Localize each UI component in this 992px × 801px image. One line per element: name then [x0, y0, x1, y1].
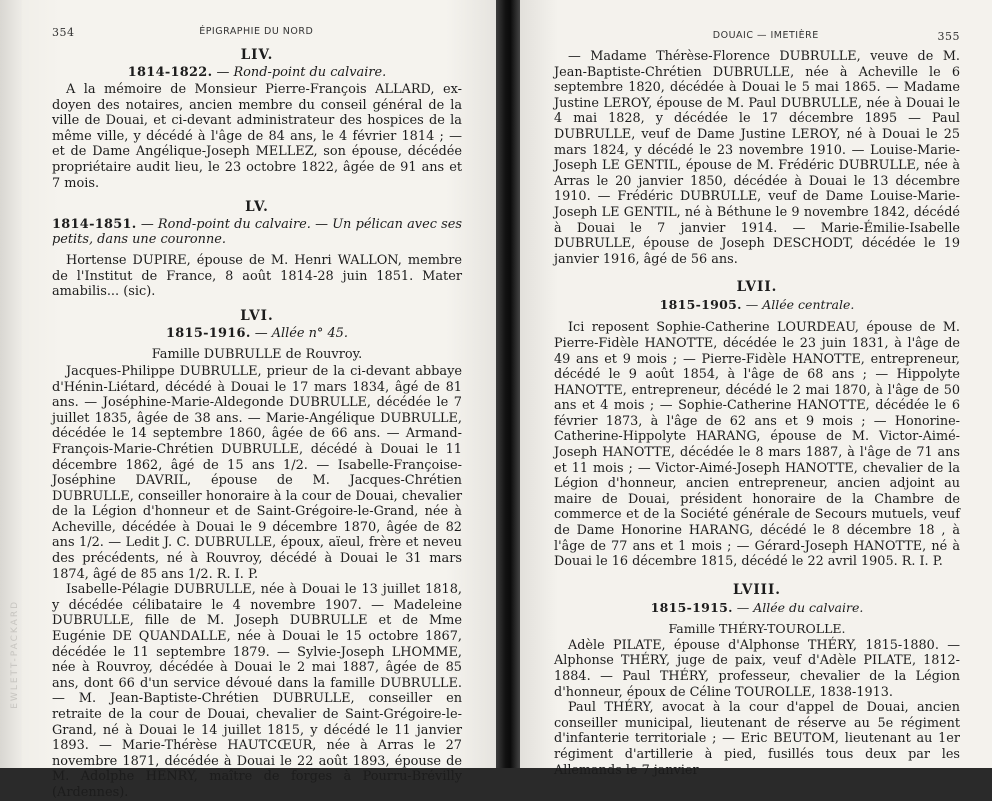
- entry-liv: [52, 47, 462, 191]
- entry-text: Isabelle-Pélagie DUBRULLE, née à Douai le 13 juillet 1818, y décédée célibataire le 4 novembre 1907. — Madeleine DUBRULLE, fille de M. Joseph DUBRULLE et de Mme Eugénie DE QUANDALLE, née à Douai le 15 octobre 1867, décédée le 11 septembre 1879. — Sylvie-Joseph LHOMME, née à Rouvroy, décédée à Douai le 2 mai 1887, âgée de 85 ans, dont 66 d'un service dévoué dans la famille DUBRULLE. — M. Jean-Baptiste-Chrétien DUBRULLE, conseiller en retraite de la cour de Douai, chevalier de Saint-Grégoire-le-Grand, né à Douai le 14 juillet 1815, y décédé le 11 janvier 1893. — Marie-Thérèse HAUTCŒUR, née à Arras le 27 novembre 1871, décédée à Douai le 22 août 1893, épouse de M. Adolphe HENRY, maître de forges à Pourru-Brévilly (Ardennes).: [52, 582, 462, 800]
- entry-text: Jacques-Philippe DUBRULLE, prieur de la ci-devant abbaye d'Hénin-Liétard, décédé à Douai le 17 mars 1834, âgé de 81 ans. — Joséphine-Marie-Aldegonde DUBRULLE, décédée le 7 juillet 1835, âgée de 38 ans. — Marie-Angélique DUBRULLE, décédée le 14 septembre 1860, âgée de 66 ans. — Armand-François-Marie-Chrétien DUBRULLE, décédé à Douai le 11 décembre 1862, âgé de 15 ans 1/2. — Isabelle-Françoise-Joséphine DAVRIL, épouse de M. Jacques-Chrétien DUBRULLE, conseiller honoraire à la cour de Douai, chevalier de la Légion d'honneur et de Saint-Grégoire-le-Grand, née à Acheville, décédée à Douai le 9 décembre 1870, âgée de 82 ans 1/2. — Ledit J. C. DUBRULLE, époux, aïeul, frère et neveu des précédents, né à Rouvroy, décédé à Douai le 31 mars 1874, âgé de 85 ans 1/2. R. I. P.: [52, 363, 462, 582]
- running-head-title: ÉPIGRAPHIE DU NORD: [199, 26, 314, 37]
- entry-dates: 1814-1851.: [52, 217, 137, 233]
- entry-location: — Rond-point du calvaire. — Un pélican avec ses petits, dans une couronne.: [52, 217, 462, 248]
- entry-heading: [554, 297, 960, 312]
- running-header: [52, 26, 462, 39]
- entry-heading: [52, 326, 462, 341]
- entry-lv: [52, 199, 462, 300]
- running-header: [554, 30, 960, 43]
- entry-heading: [52, 65, 462, 80]
- watermark: EWLETT-PACKARD: [10, 600, 20, 709]
- entry-location: — Allée n° 45.: [254, 325, 348, 341]
- entry-number: LVII.: [736, 279, 778, 296]
- entry-lviii: [554, 582, 960, 778]
- page-number: 354: [52, 26, 75, 39]
- right-page: [520, 0, 992, 778]
- family-name: Famille DUBRULLE de Rouvroy.: [151, 346, 363, 362]
- entry-text: Ici reposent Sophie-Catherine LOURDEAU, épouse de M. Pierre-Fidèle HANOTTE, décédée le 23 juin 1831, à l'âge de 49 ans et 9 mois ; — Pierre-Fidèle HANOTTE, entrepreneur, décédé le 9 août 1854, à l'âge de 68 ans ; — Hippolyte HANOTTE, entrepreneur, décédé le 2 mai 1870, à l'âge de 50 ans et 4 mois ; — Sophie-Catherine HANOTTE, décédée le 6 février 1873, à l'âge de 62 ans et 9 mois ; — Honorine-Catherine-Hippolyte HARANG, épouse de M. Victor-Aimé-Joseph HANOTTE, décédée le 8 mars 1887, à l'âge de 71 ans et 11 mois ; — Victor-Aimé-Joseph HANOTTE, chevalier de la Légion d'honneur, ancien entrepreneur, ancien adjoint au maire de Douai, président honoraire de la Chambre de commerce et de la Société générale de Secours mutuels, veuf de Dame Honorine HARANG, décédé le 8 décembre 18 , à l'âge de 77 ans et 1 mois ; — Gérard-Joseph HANOTTE, né à Douai le 16 décembre 1815, décédé le 22 avril 1905. R. I. P.: [554, 320, 960, 570]
- entry-dates: 1815-1905.: [659, 297, 742, 313]
- entry-heading: [554, 600, 960, 615]
- entry-location: — Rond-point du calvaire.: [216, 65, 387, 80]
- continuation-text: — Madame Thérèse-Florence DUBRULLE, veuve de M. Jean-Baptiste-Chrétien DUBRULLE, née à Acheville le 6 septembre 1820, décédée à Douai le 5 mai 1865. — Madame Justine LEROY, épouse de M. Paul DUBRULLE, née à Douai le 4 mai 1828, y décédée le 17 décembre 1895 — Paul DUBRULLE, veuf de Dame Justine LEROY, né à Douai le 25 mars 1824, y décédé le 23 novembre 1910. — Louise-Marie-Joseph LE GENTIL, épouse de M. Frédéric DUBRULLE, née à Arras le 20 janvier 1850, décédée à Douai le 13 décembre 1910. — Frédéric DUBRULLE, veuf de Dame Louise-Marie-Joseph LE GENTIL, né à Béthune le 9 novembre 1842, décédé à Douai le 7 janvier 1914. — Marie-Émilie-Isabelle DUBRULLE, épouse de Joseph DESCHODT, décédée le 19 janvier 1916, âgé de 56 ans.: [554, 49, 960, 267]
- entry-dates: 1815-1916.: [166, 325, 251, 341]
- page-number: 355: [937, 30, 960, 43]
- entry-lvi: [52, 308, 462, 801]
- entry-heading: [52, 217, 462, 247]
- entry-text: Paul THÉRY, avocat à la cour d'appel de Douai, ancien conseiller municipal, lieutenant de réserve au 5e régiment d'infanterie territoriale ; — Eric BEUTOM, lieutenant au 1er régiment d'artillerie à pied, fusillés tous deux par les Allemands le 7 janvier: [554, 700, 960, 778]
- entry-number: LIV.: [240, 47, 274, 63]
- entry-number: LVIII.: [732, 581, 781, 598]
- entry-dates: 1814-1822.: [127, 65, 213, 80]
- entry-text: Hortense DUPIRE, épouse de M. Henri WALLON, membre de l'Institut de France, 8 août 1814-28 juin 1851. Mater amabilis... (sic).: [52, 253, 462, 300]
- entry-text: A la mémoire de Monsieur Pierre-François ALLARD, ex-doyen des notaires, ancien membre du conseil général de la ville de Douai, et ci-devant administrateur des hospices de la même ville, y décédé à l'âge de 84 ans, le 4 février 1814 ; — et de Dame Angélique-Joseph MELLEZ, son épouse, décédée propriétaire audit lieu, le 23 octobre 1822, âgée de 91 ans et 7 mois.: [52, 82, 462, 191]
- entry-number: LVI.: [240, 307, 274, 324]
- entry-location: — Allée du calvaire.: [736, 599, 864, 615]
- entry-lvii: [554, 279, 960, 570]
- book-gutter: [496, 0, 520, 768]
- entry-location: — Allée centrale.: [745, 297, 855, 313]
- left-page: [0, 0, 496, 800]
- family-name: Famille THÉRY-TOUROLLE.: [668, 620, 846, 636]
- running-head-title: DOUAIC — IMETIÈRE: [712, 30, 819, 41]
- entry-text: Adèle PILATE, épouse d'Alphonse THÉRY, 1815-1880. — Alphonse THÉRY, juge de paix, veuf d'Adèle PILATE, 1812-1884. — Paul THÉRY, professeur, chevalier de la Légion d'honneur, époux de Céline TOUROLLE, 1838-1913.: [554, 637, 960, 700]
- entry-dates: 1815-1915.: [650, 599, 733, 615]
- entry-number: LV.: [245, 199, 269, 216]
